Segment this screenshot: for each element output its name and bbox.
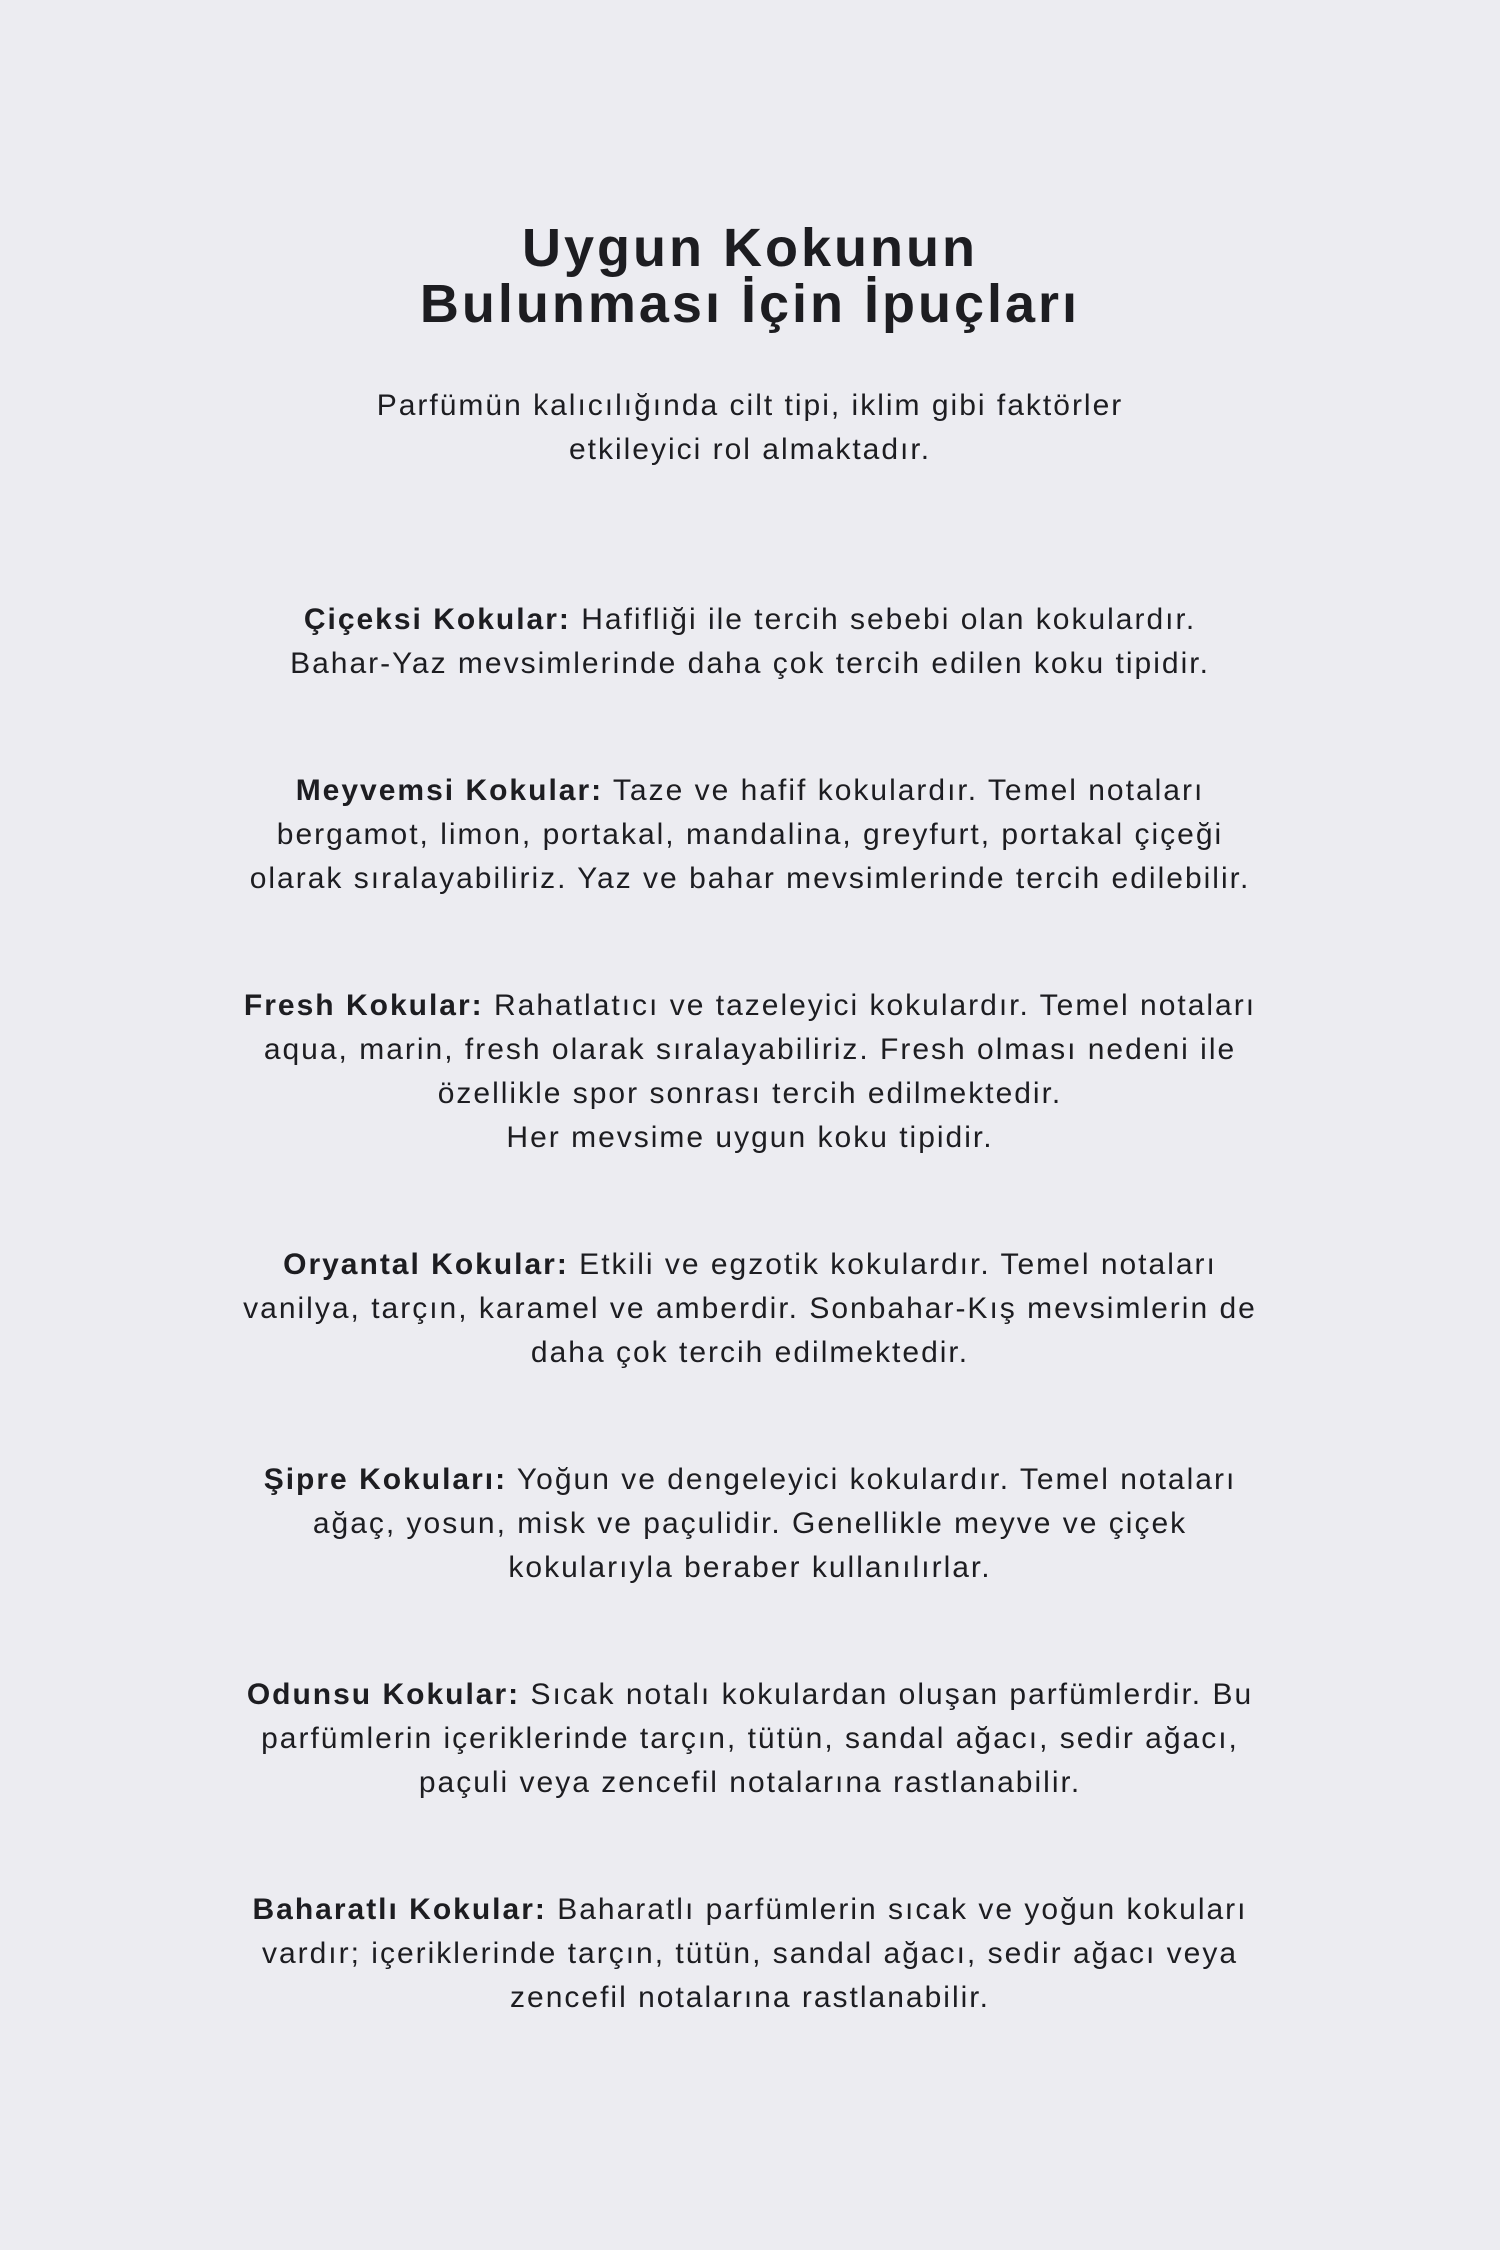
page-title-line-2: Bulunması İçin İpuçları (419, 274, 1081, 334)
section-line: Oryantal Kokular: Etkili ve egzotik kokulardır. Temel notaları (283, 1248, 1217, 1281)
section-line: paçuli veya zencefil notalarına rastlanabilir. (418, 1766, 1082, 1799)
intro-line-2: etkileyici rol almaktadır. (568, 433, 932, 466)
fragrance-section-1 (140, 598, 1360, 686)
section-line: Bahar-Yaz mevsimlerinde daha çok tercih edilen koku tipidir. (290, 647, 1210, 680)
fragrance-section-7 (140, 1888, 1360, 2020)
section-label: Fresh Kokular: (243, 989, 484, 1022)
fragrance-section-6 (140, 1673, 1360, 1805)
section-label: Odunsu Kokular: (246, 1678, 521, 1711)
section-label: Oryantal Kokular: (283, 1248, 569, 1281)
section-line: Şipre Kokuları: Yoğun ve dengeleyici kokulardır. Temel notaları (263, 1463, 1237, 1496)
section-line: aqua, marin, fresh olarak sıralayabiliriz. Fresh olması nedeni ile (263, 1033, 1237, 1066)
intro-line-1: Parfümün kalıcılığında cilt tipi, iklim gibi faktörler (376, 389, 1124, 422)
page (140, 0, 1360, 2020)
section-line: Odunsu Kokular: Sıcak notalı kokulardan oluşan parfümlerdir. Bu (246, 1678, 1254, 1711)
page-title-line-1: Uygun Kokunun (522, 218, 978, 278)
fragrance-sections (140, 598, 1360, 2020)
section-line: Baharatlı Kokular: Baharatlı parfümlerin sıcak ve yoğun kokuları (252, 1893, 1248, 1926)
section-label: Şipre Kokuları: (263, 1463, 508, 1496)
section-line: Meyvemsi Kokular: Taze ve hafif kokulardır. Temel notaları (295, 774, 1205, 807)
section-line: olarak sıralayabiliriz. Yaz ve bahar mevsimlerinde tercih edilebilir. (249, 862, 1251, 895)
section-label: Meyvemsi Kokular: (295, 774, 604, 807)
section-line: özellikle spor sonrası tercih edilmektedir. (437, 1077, 1063, 1110)
section-line: bergamot, limon, portakal, mandalina, greyfurt, portakal çiçeği (276, 818, 1224, 851)
section-label: Çiçeksi Kokular: (303, 603, 571, 636)
section-line: zencefil notalarına rastlanabilir. (510, 1981, 990, 2014)
fragrance-section-5 (140, 1458, 1360, 1590)
section-line: daha çok tercih edilmektedir. (530, 1336, 970, 1369)
fragrance-section-3 (140, 984, 1360, 1160)
section-line: kokularıyla beraber kullanılırlar. (508, 1551, 992, 1584)
page-title (140, 220, 1360, 332)
section-line: vanilya, tarçın, karamel ve amberdir. Sonbahar-Kış mevsimlerin de (243, 1292, 1257, 1325)
section-line: Her mevsime uygun koku tipidir. (506, 1121, 994, 1154)
fragrance-section-2 (140, 769, 1360, 901)
section-label: Baharatlı Kokular: (252, 1893, 547, 1926)
section-line: Fresh Kokular: Rahatlatıcı ve tazeleyici kokulardır. Temel notaları (243, 989, 1257, 1022)
section-line: Çiçeksi Kokular: Hafifliği ile tercih sebebi olan kokulardır. (303, 603, 1197, 636)
section-line: ağaç, yosun, misk ve paçulidir. Genellikle meyve ve çiçek (312, 1507, 1188, 1540)
intro-paragraph (140, 384, 1360, 472)
fragrance-section-4 (140, 1243, 1360, 1375)
section-line: vardır; içeriklerinde tarçın, tütün, sandal ağacı, sedir ağacı veya (261, 1937, 1239, 1970)
section-line: parfümlerin içeriklerinde tarçın, tütün, sandal ağacı, sedir ağacı, (261, 1722, 1239, 1755)
